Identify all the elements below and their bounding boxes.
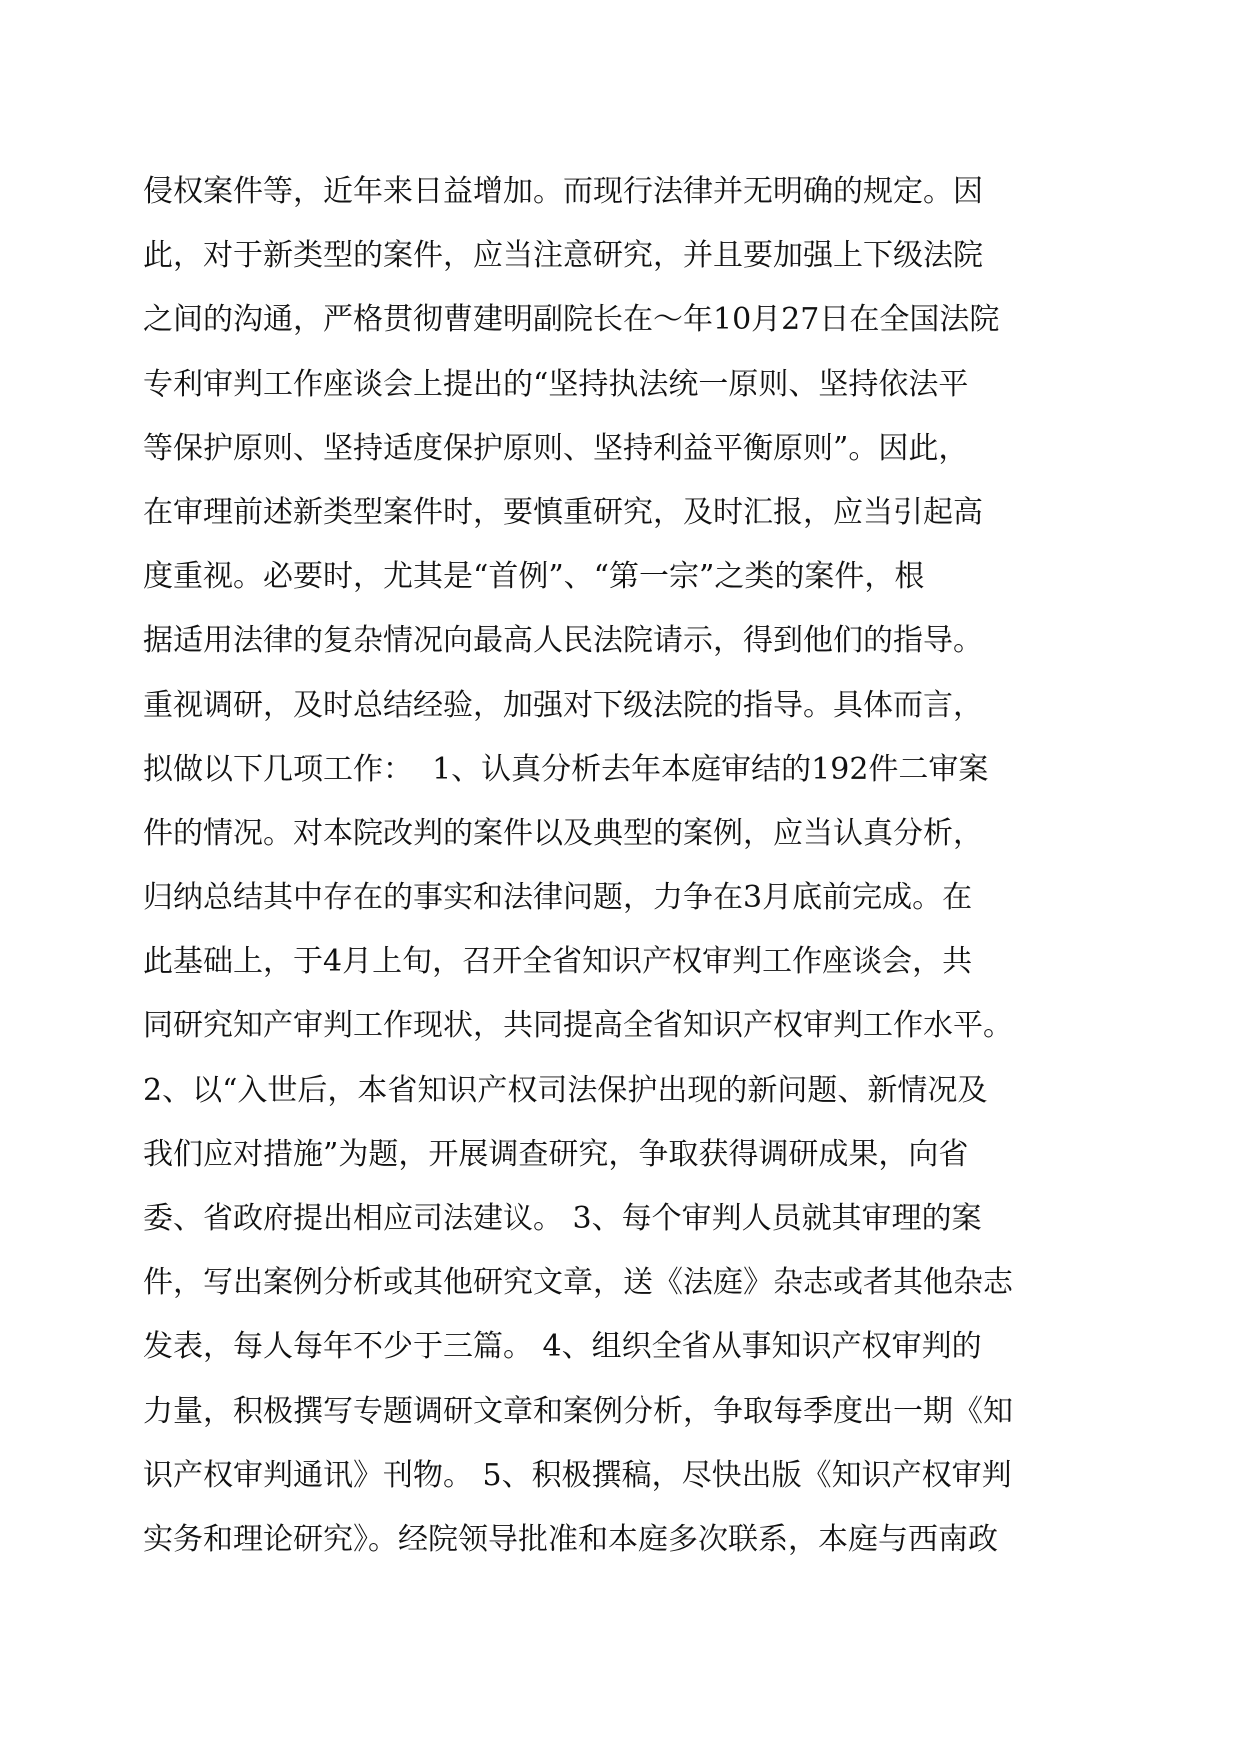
text-line: 之间的沟通，严格贯彻曹建明副院长在～年10月27日在全国法院 — [143, 302, 1000, 338]
text-line: 归纳总结其中存在的事实和法律问题，力争在3月底前完成。在 — [143, 880, 973, 916]
text-line: 2、以“入世后，本省知识产权司法保护出现的新问题、新情况及 — [143, 1072, 988, 1108]
text-line: 此基础上，于4月上旬，召开全省知识产权审判工作座谈会，共 — [143, 944, 973, 980]
text-line: 我们应对措施”为题，开展调查研究，争取获得调研成果，向省 — [143, 1136, 969, 1172]
text-line: 件，写出案例分析或其他研究文章，送《法庭》杂志或者其他杂志 — [143, 1265, 1013, 1301]
text-line: 件的情况。对本院改判的案件以及典型的案例，应当认真分析， — [143, 815, 983, 851]
text-line: 在审理前述新类型案件时，要慎重研究，及时汇报，应当引起高 — [143, 494, 983, 530]
text-line: 拟做以下几项工作： 1、认真分析去年本庭审结的192件二审案 — [143, 751, 989, 787]
text-line: 委、省政府提出相应司法建议。 3、每个审判人员就其审理的案 — [143, 1201, 982, 1236]
text-line: 识产权审判通讯》刊物。 5、积极撰稿，尽快出版《知识产权审判 — [143, 1457, 1012, 1493]
text-line: 度重视。必要时，尤其是“首例”、“第一宗”之类的案件，根 — [143, 559, 925, 595]
text-line: 发表，每人每年不少于三篇。 4、组织全省从事知识产权审判的 — [143, 1329, 982, 1365]
text-line: 等保护原则、坚持适度保护原则、坚持利益平衡原则”。因此， — [143, 430, 969, 466]
text-line: 此，对于新类型的案件，应当注意研究，并且要加强上下级法院 — [143, 238, 983, 274]
body-text — [143, 160, 1143, 1572]
text-line: 专利审判工作座谈会上提出的“坚持执法统一原则、坚持依法平 — [143, 366, 969, 402]
text-line: 重视调研，及时总结经验，加强对下级法院的指导。具体而言， — [143, 687, 983, 723]
text-line: 力量，积极撰写专题调研文章和案例分析，争取每季度出一期《知 — [143, 1393, 1013, 1429]
text-line: 侵权案件等，近年来日益增加。而现行法律并无明确的规定。因 — [143, 174, 983, 209]
text-line: 据适用法律的复杂情况向最高人民法院请示，得到他们的指导。 — [143, 623, 983, 659]
text-line: 实务和理论研究》。经院领导批准和本庭多次联系，本庭与西南政 — [143, 1521, 998, 1557]
text-line: 同研究知产审判工作现状，共同提高全省知识产权审判工作水平。 — [143, 1008, 1013, 1044]
